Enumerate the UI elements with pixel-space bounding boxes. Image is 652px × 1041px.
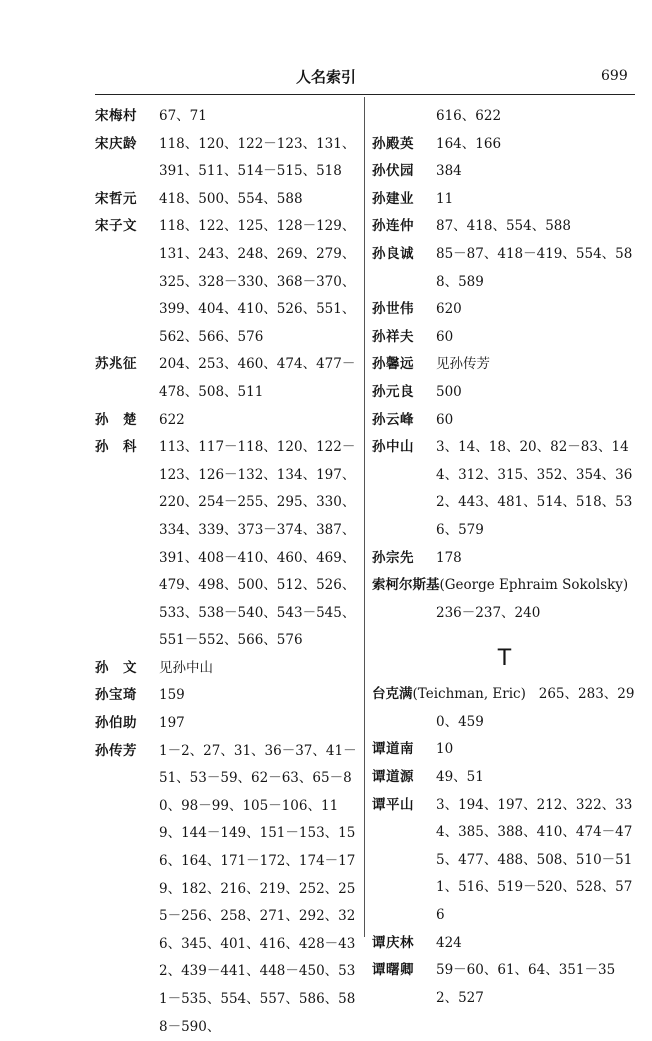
index-entry (372, 930, 637, 958)
index-entry (95, 131, 360, 186)
entry-pages: 500 (436, 383, 462, 400)
entry-name: 孙祥夫 (372, 328, 414, 345)
index-entry (372, 296, 637, 324)
column-divider (364, 97, 365, 937)
index-entry (372, 158, 637, 186)
entry-name: 孙良诚 (372, 245, 414, 262)
entry-name: 台克满 (372, 686, 413, 703)
entry-pages: 118、122、125、128－129、131、243、248、269、279、325、328－330、368－370、399、404、410、526、551、562、566、576 (159, 218, 356, 345)
entry-pages: 159 (159, 687, 185, 704)
entry-pages: 236－237、240 (436, 604, 541, 621)
entry-name: 谭道源 (372, 769, 414, 786)
index-entry (95, 103, 360, 131)
entry-name: 孙 文 (95, 659, 137, 676)
index-entry (372, 131, 637, 159)
entry-detail: (George Ephraim Sokolsky) (439, 577, 629, 594)
entry-name: 孙伏园 (372, 163, 414, 180)
entry-pages: 11 (436, 190, 454, 207)
index-entry (95, 682, 360, 710)
index-entries-tan (372, 736, 637, 1012)
entry-name: 宋子文 (95, 218, 137, 235)
index-entry (95, 186, 360, 214)
entry-name: 谭庆林 (372, 934, 414, 951)
index-entry (372, 351, 637, 379)
entry-name: 谭曙卿 (372, 962, 414, 979)
index-entry (372, 434, 637, 544)
entry-pages: 1－2、27、31、36－37、41－51、53－59、62－63、65－80、98－99、105－106、119、144－149、151－153、156、164、171－172、174－179、182、216、219、252、255－256、258、271、292、326、345、401、416、428－432、439－441、448－450、531－535、554、557、586、588－590、 (159, 742, 357, 1035)
entry-pages: 59－60、61、64、351－352、527 (436, 962, 616, 1006)
entry-pages: 49、51 (436, 769, 484, 786)
entry-name: 孙中山 (372, 439, 414, 456)
entry-name: 孙传芳 (95, 742, 137, 759)
entry-name: 宋哲元 (95, 190, 137, 207)
running-header-title: 人名索引 (295, 68, 356, 86)
index-entry (95, 213, 360, 351)
index-entry (95, 351, 360, 406)
index-entry (372, 736, 637, 764)
entry-pages: 3、14、18、20、82－83、144、312、315、352、354、362、443、481、514、518、536、579 (436, 439, 633, 538)
index-entry (95, 655, 360, 683)
entry-name: 孙连仲 (372, 218, 414, 235)
entry-pages: 60 (436, 328, 454, 345)
entry-pages: 622 (159, 411, 185, 428)
index-entry (95, 407, 360, 435)
index-entry (372, 407, 637, 435)
entry-name: 宋庆龄 (95, 135, 137, 152)
entry-pages: 67、71 (159, 108, 207, 124)
entry-pages: 616、622 (436, 108, 502, 124)
entry-pages: 265、283、290、459 (436, 686, 635, 730)
entry-pages: 424 (436, 934, 462, 951)
index-entry (372, 186, 637, 214)
index-entry (372, 241, 637, 296)
entry-pages: 见孙传芳 (436, 356, 490, 373)
index-column-left (95, 103, 360, 1041)
entry-name: 孙元良 (372, 383, 414, 400)
index-entry (372, 792, 637, 930)
page-number: 699 (601, 68, 628, 84)
entry-pages: 418、500、554、588 (159, 190, 303, 207)
entry-pages: 384 (436, 163, 462, 180)
index-entry (372, 957, 637, 1012)
entry-pages: 118、120、122－123、131、391、511、514－515、518 (159, 135, 356, 180)
entry-pages: 85－87、418－419、554、588、589 (436, 245, 633, 290)
entry-pages: 620 (436, 301, 462, 318)
entry-name: 孙 楚 (95, 411, 137, 428)
index-entry (95, 710, 360, 738)
entry-name: 谭道南 (372, 741, 414, 758)
entry-name: 孙馨远 (372, 356, 414, 373)
index-entry-sokolsky (372, 572, 637, 627)
entry-name: 苏兆征 (95, 356, 137, 373)
entry-name: 索柯尔斯基 (372, 577, 440, 594)
header-rule (95, 94, 635, 95)
entry-pages: 204、253、460、474、477－478、508、511 (159, 356, 356, 400)
entry-name: 孙殿英 (372, 135, 414, 152)
entry-pages: 178 (436, 549, 462, 566)
index-entry (372, 324, 637, 352)
entry-name: 谭平山 (372, 796, 414, 813)
entry-name: 孙建业 (372, 190, 414, 207)
entry-name: 孙伯助 (95, 715, 137, 732)
entry-pages: 3、194、197、212、322、334、385、388、410、474－475、477、488、508、510－511、516、519－520、528、576 (436, 796, 633, 924)
index-entry (372, 379, 637, 407)
index-entry (95, 738, 360, 1041)
entry-pages: 见孙中山 (159, 659, 213, 676)
index-entry-teichman (372, 681, 637, 736)
index-entry (95, 434, 360, 655)
index-entry (372, 764, 637, 792)
entry-name: 孙云峰 (372, 411, 414, 428)
entry-pages: 10 (436, 741, 454, 758)
index-entry-continuation (372, 103, 637, 131)
entry-name: 孙 科 (95, 439, 137, 456)
entry-pages: 197 (159, 715, 185, 732)
index-entry (372, 545, 637, 573)
entry-name: 孙宗先 (372, 549, 414, 566)
entry-detail: (Teichman, Eric) (412, 686, 526, 703)
entry-name: 孙世伟 (372, 301, 414, 318)
entry-pages: 60 (436, 411, 454, 428)
entry-name: 宋梅村 (95, 108, 137, 124)
entry-name: 孙宝琦 (95, 687, 137, 704)
index-entries-sun (372, 131, 637, 573)
index-column-right (372, 103, 637, 1012)
entry-pages: 164、166 (436, 135, 502, 152)
entry-pages: 87、418、554、588 (436, 218, 571, 235)
index-entry (372, 213, 637, 241)
section-letter-heading: T (497, 646, 512, 672)
entry-pages: 113、117－118、120、122－123、126－132、134、197、220、254－255、295、330、334、339、373－374、387、391、408－410、460、469、479、498、500、512、526、533、538－540、543－545、551－552、566、576 (159, 439, 356, 649)
